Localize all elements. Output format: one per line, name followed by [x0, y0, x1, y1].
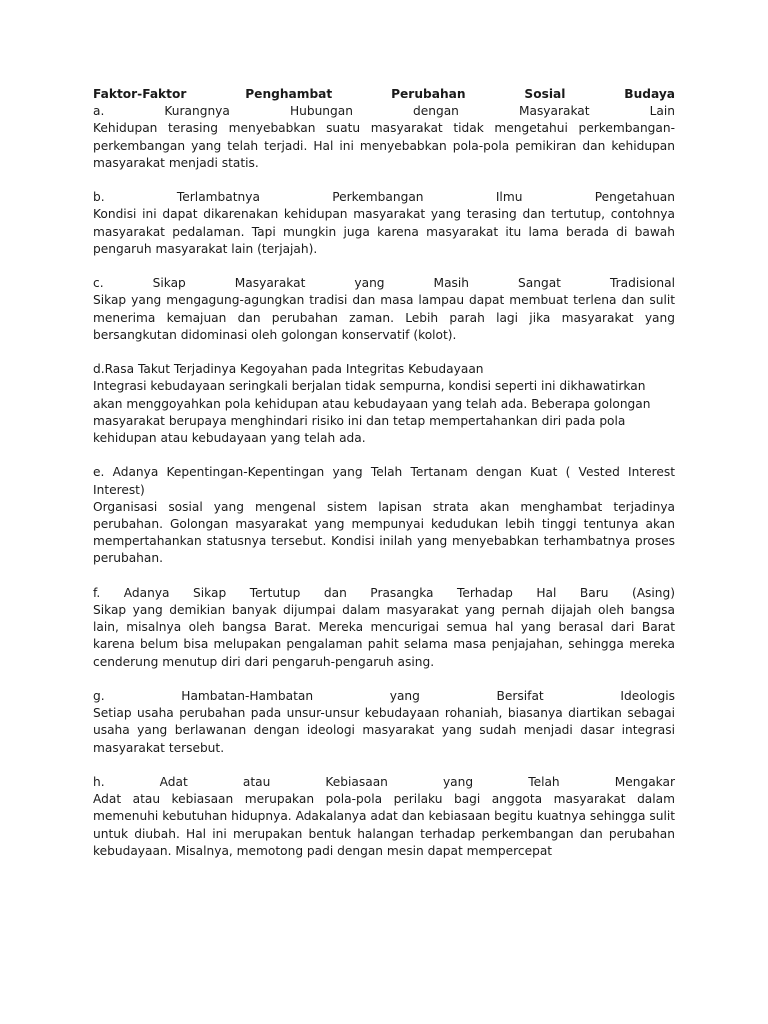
section-heading: g. Hambatan-Hambatan yang Bersifat Ideologis [93, 689, 675, 704]
document-title: Faktor-Faktor Penghambat Perubahan Sosial Budaya [93, 87, 675, 101]
section-heading: d.Rasa Takut Terjadinya Kegoyahan pada Integritas Kebudayaan [93, 362, 484, 377]
section-body: Integrasi kebudayaan seringkali berjalan tidak sempurna, kondisi seperti ini dikhawatirkan akan menggoyahkan pola kehidupan atau kebudayaan yang telah ada. Beberapa golongan masyarakat berupaya menghindari risiko ini dan tetap mempertahankan diri pada pola kehidupan atau kebudayaan yang telah ada. [93, 379, 651, 446]
section-body: Setiap usaha perubahan pada unsur-unsur kebudayaan rohaniah, biasanya diartikan sebagai usaha yang berlawanan dengan ideologi masyarakat yang sudah menjadi dasar integrasi masyarakat tersebut. [93, 706, 675, 755]
section-heading: a. Kurangnya Hubungan dengan Masyarakat Lain [93, 104, 675, 119]
section-body: Organisasi sosial yang mengenal sistem lapisan strata akan menghambat terjadinya perubahan. Golongan masyarakat yang mempunyai kedudukan lebih tinggi tentunya akan mempertahankan statusnya tersebut. Kondisi inilah yang menyebabkan terhambatnya proses perubahan. [93, 499, 675, 566]
section-body: Sikap yang mengagung-agungkan tradisi dan masa lampau dapat membuat terlena dan sulit menerima kemajuan dan perubahan zaman. Lebih parah lagi jika masyarakat yang bersangkutan didominasi oleh golongan konservatif (kolot). [93, 293, 675, 342]
section-heading: e. Adanya Kepentingan-Kepentingan yang Telah Tertanam dengan Kuat ( Vested Interest Interest) [93, 465, 675, 497]
section-b [93, 189, 675, 258]
section-body: Sikap yang demikian banyak dijumpai dalam masyarakat yang pernah dijajah oleh bangsa lain, misalnya oleh bangsa Barat. Mereka mencurigai semua hal yang berasal dari Barat karena belum bisa melupakan pengalaman pahit selama masa penjajahan, sehingga mereka cenderung menutup diri dari pengaruh-pengaruh asing. [93, 603, 675, 669]
section-heading: b. Terlambatnya Perkembangan Ilmu Pengetahuan [93, 190, 675, 205]
section-d [93, 361, 675, 447]
section-e [93, 464, 675, 567]
section-a [93, 103, 675, 172]
section-body: Kehidupan terasing menyebabkan suatu masyarakat tidak mengetahui perkembangan-perkembangan yang telah terjadi. Hal ini menyebabkan pola-pola pemikiran dan kehidupan masyarakat menjadi statis. [93, 121, 675, 170]
section-f [93, 585, 675, 671]
section-body: Kondisi ini dapat dikarenakan kehidupan masyarakat yang terasing dan tertutup, contohnya masyarakat pedalaman. Tapi mungkin juga karena masyarakat itu lama berada di bawah pengaruh masyarakat lain (terjajah). [93, 207, 675, 256]
section-heading: c. Sikap Masyarakat yang Masih Sangat Tradisional [93, 276, 675, 291]
section-h [93, 774, 675, 860]
section-c [93, 275, 675, 344]
document-page [93, 86, 675, 860]
section-body: Adat atau kebiasaan merupakan pola-pola perilaku bagi anggota masyarakat dalam memenuhi kebutuhan hidupnya. Adakalanya adat dan kebiasaan begitu kuatnya sehingga sulit untuk diubah. Hal ini merupakan bentuk halangan terhadap perkembangan dan perubahan kebudayaan. Misalnya, memotong padi dengan mesin dapat mempercepat [93, 792, 675, 858]
section-heading: h. Adat atau Kebiasaan yang Telah Mengakar [93, 775, 675, 790]
section-g [93, 688, 675, 757]
section-heading: f. Adanya Sikap Tertutup dan Prasangka Terhadap Hal Baru (Asing) [93, 585, 675, 600]
